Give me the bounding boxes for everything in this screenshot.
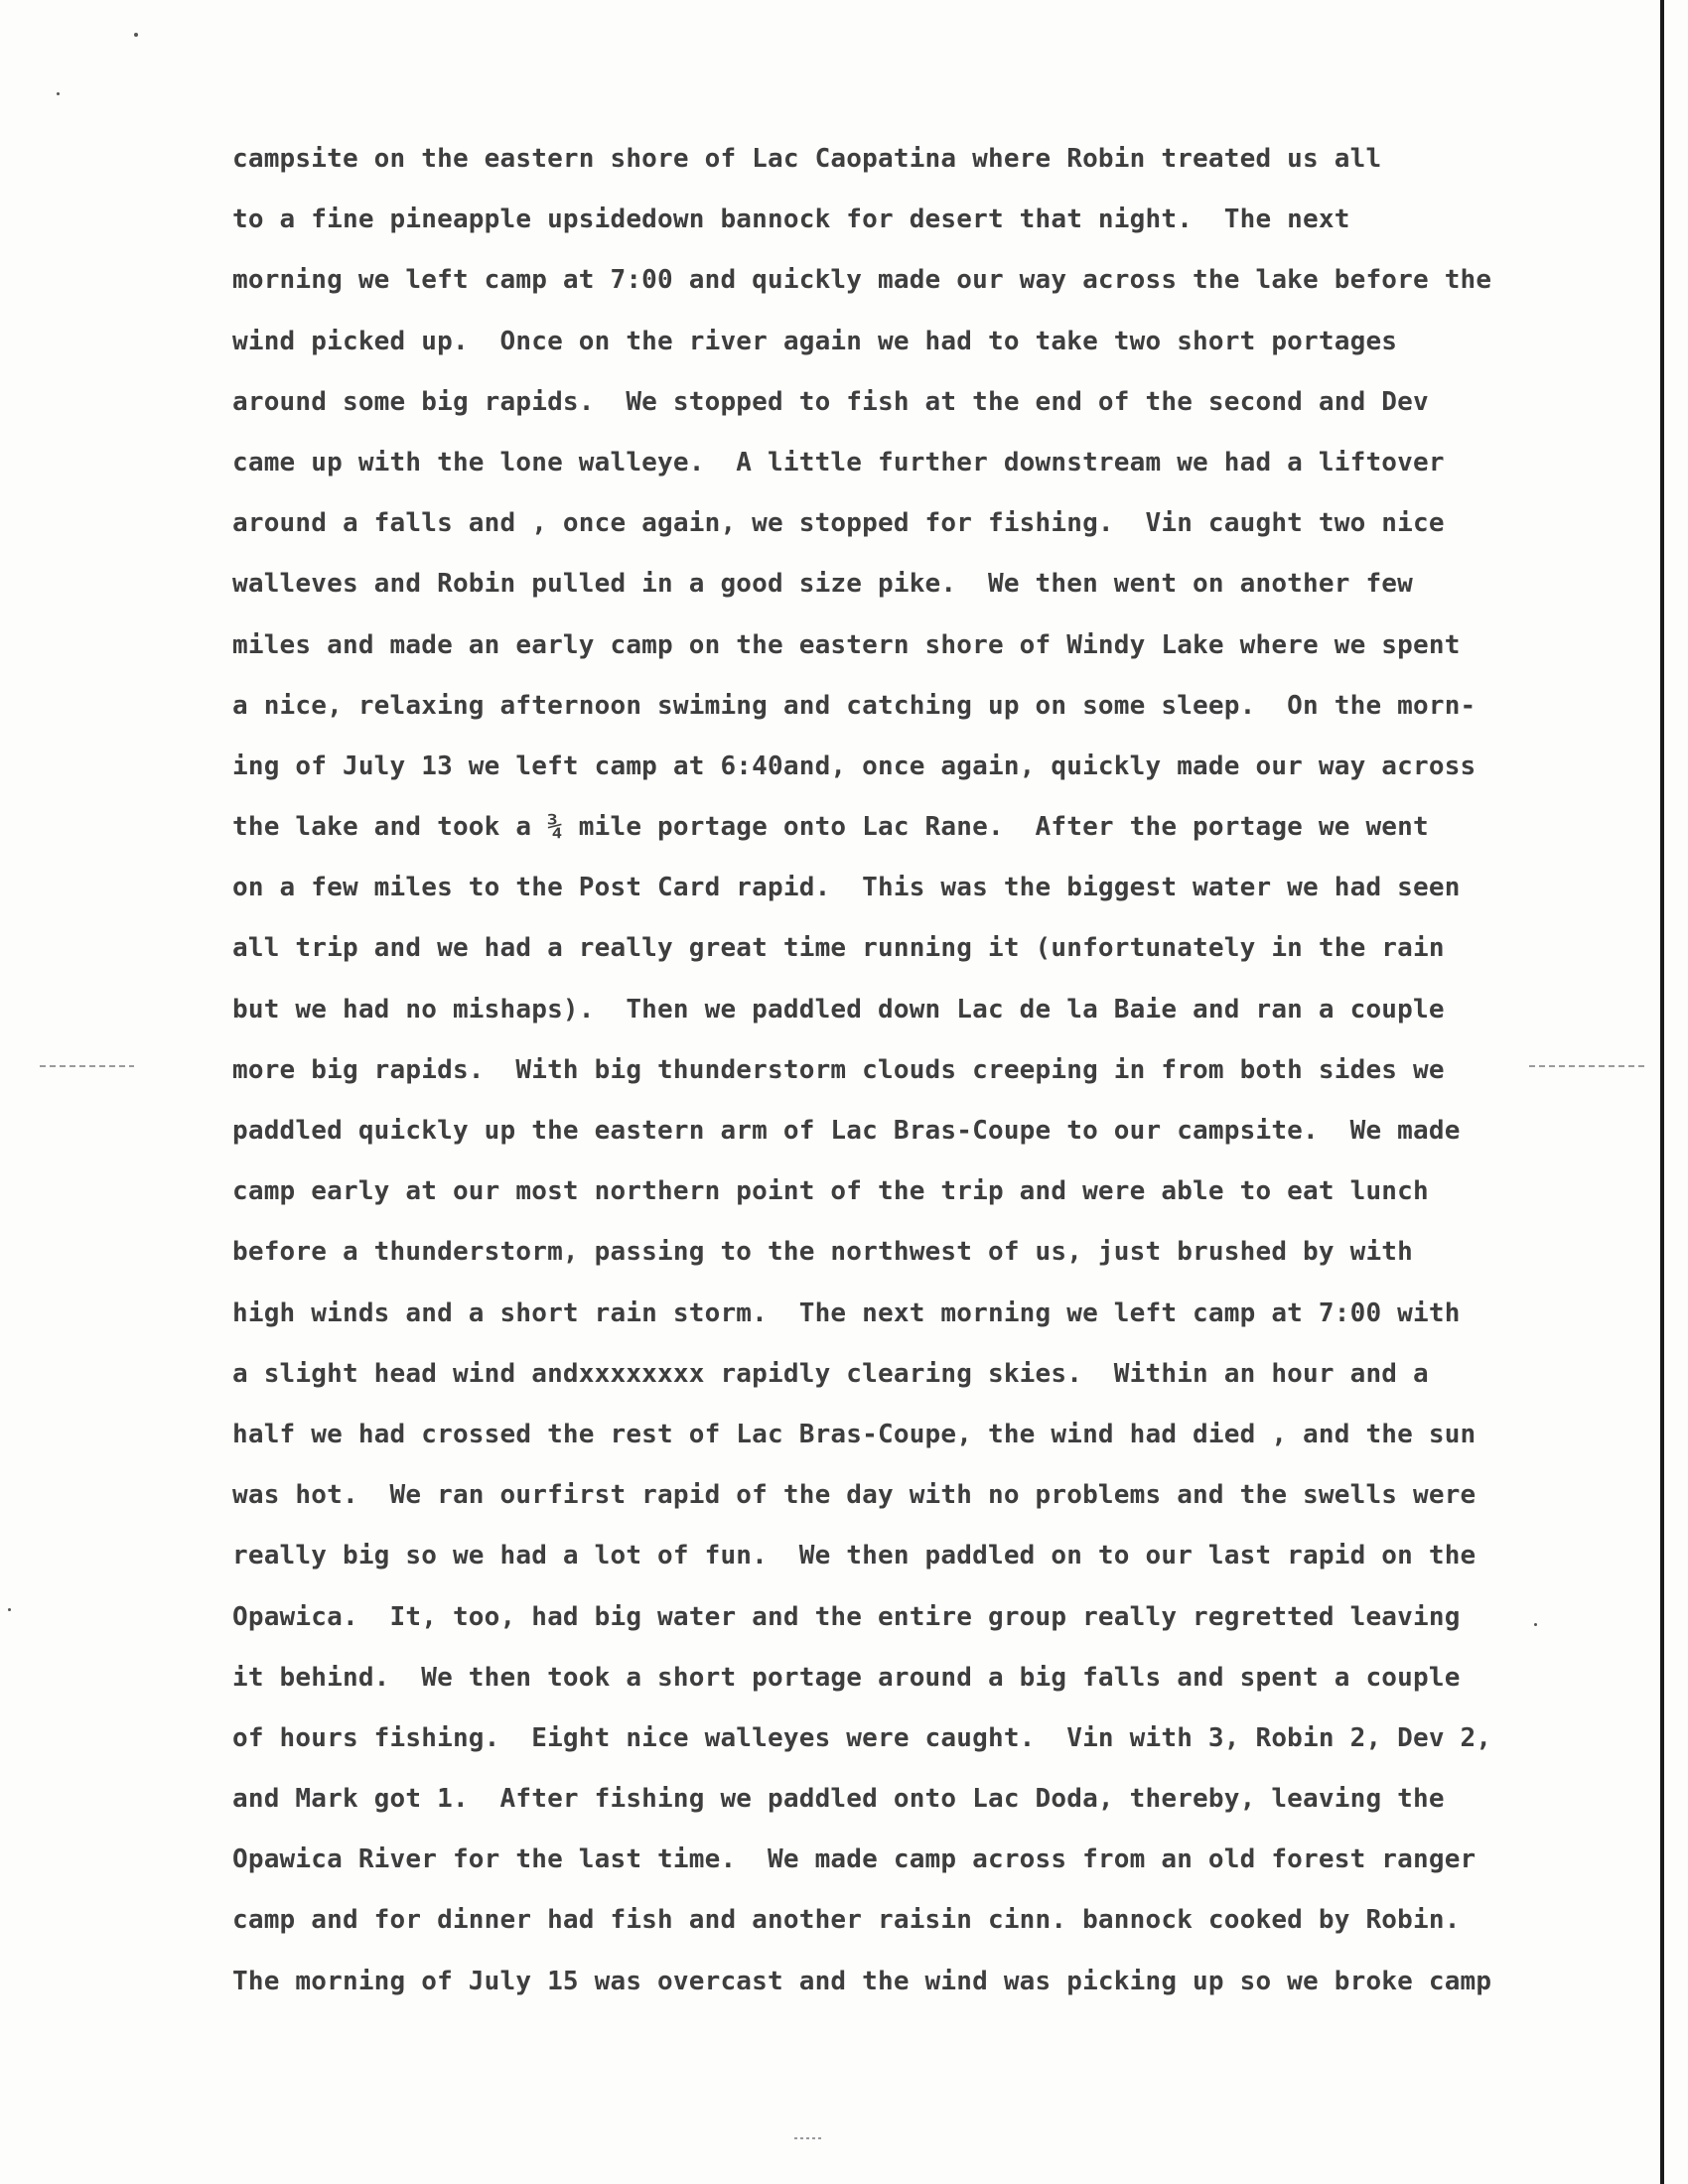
text-line: wind picked up. Once on the river again we had to take two short portages — [232, 326, 1398, 356]
text-line: was hot. We ran ourfirst rapid of the day with no problems and the swells were — [232, 1480, 1477, 1511]
text-line: the lake and took a ¾ mile portage onto Lac Rane. After the portage we went — [232, 812, 1429, 843]
text-line: half we had crossed the rest of Lac Bras-Coupe, the wind had died , and the sun — [232, 1419, 1477, 1449]
text-line: paddled quickly up the eastern arm of Lac Bras-Coupe to our campsite. We made — [232, 1116, 1461, 1146]
text-line: all trip and we had a really great time running it (unfortunately in the rain — [232, 933, 1445, 964]
text-line: high winds and a short rain storm. The next morning we left camp at 7:00 with — [232, 1297, 1461, 1328]
text-line: The morning of July 15 was overcast and the wind was picking up so we broke camp — [232, 1966, 1492, 1996]
text-line: camp early at our most northern point of the trip and were able to eat lunch — [232, 1176, 1429, 1207]
text-line: before a thunderstorm, passing to the northwest of us, just brushed by with — [232, 1237, 1413, 1268]
text-line: it behind. We then took a short portage around a big falls and spent a couple — [232, 1662, 1461, 1693]
text-line: Opawica. It, too, had big water and the entire group really regretted leaving — [232, 1601, 1461, 1632]
text-line: morning we left camp at 7:00 and quickly made our way across the lake before the — [232, 265, 1492, 296]
scan-speck — [57, 92, 60, 95]
text-line: a nice, relaxing afternoon swiming and catching up on some sleep. On the morn- — [232, 690, 1477, 721]
scan-speck — [8, 1608, 11, 1611]
text-line: but we had no mishaps). Then we paddled down Lac de la Baie and ran a couple — [232, 994, 1445, 1024]
scan-speck — [134, 33, 138, 37]
text-line: a slight head wind andxxxxxxxx rapidly clearing skies. Within an hour and a — [232, 1358, 1429, 1389]
text-line: on a few miles to the Post Card rapid. This was the biggest water we had seen — [232, 873, 1461, 903]
text-line: and Mark got 1. After fishing we paddled onto Lac Doda, thereby, leaving the — [232, 1784, 1445, 1815]
text-line: of hours fishing. Eight nice walleyes were caught. Vin with 3, Robin 2, Dev 2, — [232, 1722, 1492, 1753]
text-line: around a falls and , once again, we stopped for fishing. Vin caught two nice — [232, 508, 1445, 539]
text-line: came up with the lone walleye. A little further downstream we had a liftover — [232, 447, 1445, 478]
text-line: campsite on the eastern shore of Lac Caopatina where Robin treated us all — [232, 144, 1382, 174]
text-line: to a fine pineapple upsidedown bannock for desert that night. The next — [232, 205, 1350, 235]
text-line: ing of July 13 we left camp at 6:40and, once again, quickly made our way across — [232, 751, 1477, 781]
typewritten-text — [232, 129, 1563, 2012]
text-line: more big rapids. With big thunderstorm clouds creeping in from both sides we — [232, 1054, 1445, 1085]
page-edge-shadow — [1660, 0, 1664, 2184]
text-line: camp and for dinner had fish and another raisin cinn. bannock cooked by Robin. — [232, 1905, 1461, 1936]
text-line: walleves and Robin pulled in a good size pike. We then went on another few — [232, 569, 1413, 600]
text-line: really big so we had a lot of fun. We then paddled on to our last rapid on the — [232, 1541, 1477, 1571]
text-line: Opawica River for the last time. We made camp across from an old forest ranger — [232, 1844, 1477, 1875]
footer-mark — [794, 2137, 822, 2139]
left-fold-mark — [40, 1065, 134, 1067]
text-line: around some big rapids. We stopped to fish at the end of the second and Dev — [232, 386, 1429, 417]
text-line: miles and made an early camp on the eastern shore of Windy Lake where we spent — [232, 629, 1461, 660]
